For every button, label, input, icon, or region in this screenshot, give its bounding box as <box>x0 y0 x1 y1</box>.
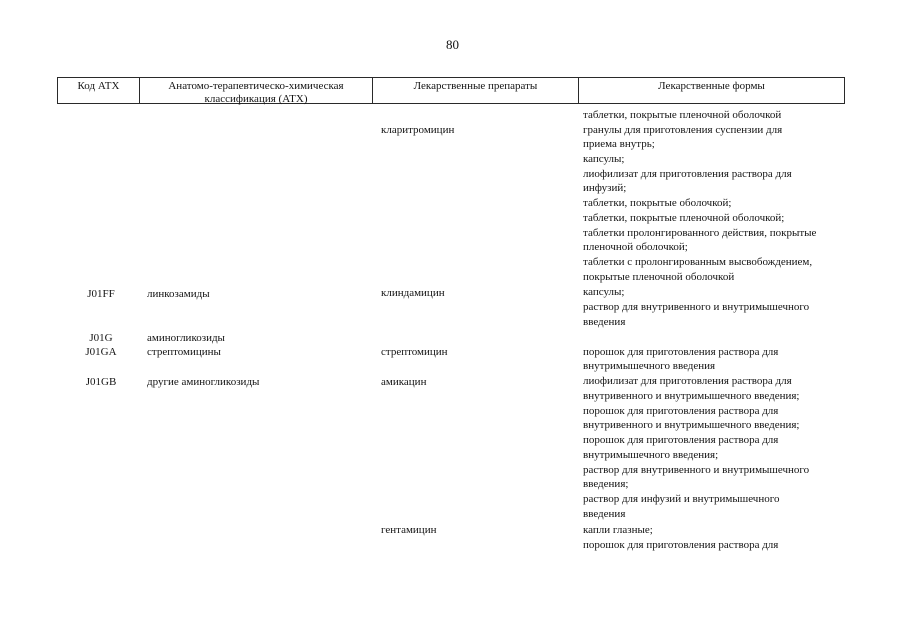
table-header <box>57 77 845 104</box>
atc-code: J01GB <box>85 376 117 388</box>
dosage-form: введения <box>583 316 626 328</box>
drug-name: стрептомицин <box>381 346 448 358</box>
dosage-form: пленочной оболочкой; <box>583 241 688 253</box>
dosage-form: внутримышечного введения; <box>583 449 719 461</box>
dosage-form: таблетки пролонгированного действия, покрытые <box>583 227 817 239</box>
atc-classification: другие аминогликозиды <box>147 376 260 388</box>
dosage-form: порошок для приготовления раствора для <box>583 405 779 417</box>
dosage-form: раствор для инфузий и внутримышечного <box>583 493 780 505</box>
atc-classification: аминогликозиды <box>147 332 225 344</box>
drug-name: кларитромицин <box>381 124 455 136</box>
dosage-form: таблетки с пролонгированным высвобождением, <box>583 256 813 268</box>
dosage-form: покрытые пленочной оболочкой <box>583 271 735 283</box>
atc-code: J01GA <box>85 346 117 358</box>
dosage-form: внутривенного и внутримышечного введения; <box>583 419 800 431</box>
dosage-form: капли глазные; <box>583 524 653 536</box>
page-number: 80 <box>446 37 459 52</box>
drug-name: амикацин <box>381 376 427 388</box>
dosage-form: таблетки, покрытые пленочной оболочкой; <box>583 212 785 224</box>
atc-code: J01G <box>89 332 113 344</box>
dosage-form: капсулы; <box>583 153 625 165</box>
header-forms: Лекарственные формы <box>658 80 765 92</box>
drug-name: гентамицин <box>381 524 437 536</box>
dosage-form: внутримышечного введения <box>583 360 716 372</box>
header-code: Код АТХ <box>58 78 140 103</box>
dosage-form: приема внутрь; <box>583 138 655 150</box>
dosage-form: порошок для приготовления раствора для <box>583 346 779 358</box>
dosage-form: капсулы; <box>583 286 625 298</box>
dosage-form: таблетки, покрытые оболочкой; <box>583 197 732 209</box>
atc-classification: линкозамиды <box>147 288 210 300</box>
atc-code: J01FF <box>87 288 115 300</box>
header-drugs: Лекарственные препараты <box>373 78 579 103</box>
dosage-form: таблетки, покрытые пленочной оболочкой <box>583 109 782 121</box>
header-classification: Анатомо-терапевтическо-химическая классификация (АТХ) <box>140 78 373 103</box>
drug-name: клиндамицин <box>381 287 445 299</box>
dosage-form: раствор для внутривенного и внутримышечного <box>583 464 810 476</box>
dosage-form: инфузий; <box>583 182 627 194</box>
dosage-form: введения; <box>583 478 629 490</box>
dosage-form: лиофилизат для приготовления раствора для <box>583 375 792 387</box>
dosage-form: введения <box>583 508 626 520</box>
dosage-form: внутривенного и внутримышечного введения; <box>583 390 800 402</box>
dosage-form: порошок для приготовления раствора для <box>583 539 779 551</box>
atc-classification: стрептомицины <box>147 346 221 358</box>
dosage-form: лиофилизат для приготовления раствора для <box>583 168 792 180</box>
dosage-form: гранулы для приготовления суспензии для <box>583 124 783 136</box>
dosage-form: порошок для приготовления раствора для <box>583 434 779 446</box>
dosage-form: раствор для внутривенного и внутримышечного <box>583 301 810 313</box>
